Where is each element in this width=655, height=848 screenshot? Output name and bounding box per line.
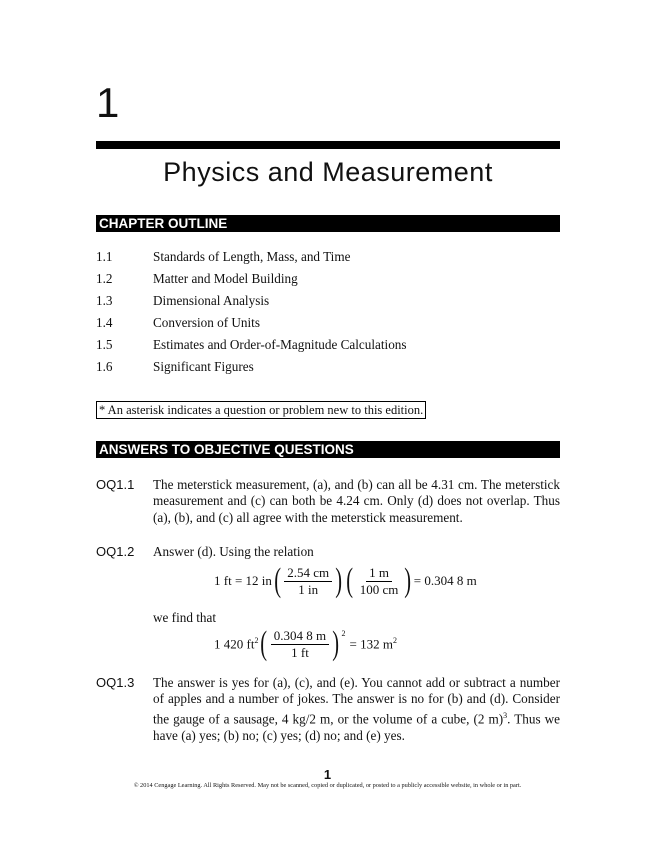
equation-lhs: 1 ft = 12 in xyxy=(214,573,272,588)
fraction-denominator: 100 cm xyxy=(359,581,399,597)
chapter-title: Physics and Measurement xyxy=(163,157,493,187)
outline-item xyxy=(96,249,560,271)
objective-answers-heading: ANSWERS TO OBJECTIVE QUESTIONS xyxy=(96,441,560,458)
copyright-notice: © 2014 Cengage Learning. All Rights Reserved. May not be scanned, copied or duplicated, or posted to a publicly accessible website, in whole or in part. xyxy=(133,782,522,789)
answer-oq1-1 xyxy=(96,477,560,526)
unit-conversion-equation: 1 ft = 12 in ( $\frac{2.54 cm}{1 in}$ ) ( $\frac{1 m}{100 cm}$ ) = 0.304 8 m xyxy=(214,562,477,599)
equation-rhs: = 0.304 8 m xyxy=(413,573,477,588)
question-label: OQ1.1 xyxy=(96,477,135,492)
area-conversion-equation: 1 420 $ft^2$ ( $\frac{0.304 8 m}{1 ft}$ ) $^2$ = 132 $m^2$ xyxy=(214,625,397,662)
answer-text: The meterstick measurement, (a), and (b) can all be 4.31 cm. The meterstick measurement and (c) can both be 4.24 cm. Only (d) does not overlap. Thus (a), (b), and (c) all agree with the meterstick measurement. xyxy=(153,477,560,525)
answer-text: The answer is yes for (a), (c), and (e). You cannot add or subtract a number of apples and a number of jokes. The answer is no for (b) and (d). Consider the gauge of a sausage, 4 kg/2 m, or the volume of a cube, (2 m)$^3$. Thus we have (a) yes; (b) no; (c) yes; (d) no; and (e) yes. xyxy=(153,675,560,743)
conversion-factor xyxy=(271,629,329,660)
question-label: OQ1.3 xyxy=(96,675,135,690)
outline-item xyxy=(96,271,560,293)
outline-item-text: Conversion of Units xyxy=(153,315,260,330)
answer-oq1-2-continued xyxy=(96,610,560,626)
outline-item-text: Standards of Length, Mass, and Time xyxy=(153,249,351,264)
fraction-denominator: 1 in xyxy=(298,581,319,597)
answer-mid-text: we find that xyxy=(153,610,216,625)
conversion-factor xyxy=(284,566,332,597)
answer-oq1-2 xyxy=(96,544,560,560)
outline-item-text: Dimensional Analysis xyxy=(153,293,270,308)
outline-item-number: 1.5 xyxy=(96,337,113,352)
chapter-outline-list xyxy=(96,249,560,381)
page-number: 1 xyxy=(323,767,332,782)
answer-oq1-3 xyxy=(96,675,560,744)
conversion-factor xyxy=(357,566,402,597)
outline-item-number: 1.4 xyxy=(96,315,113,330)
question-label: OQ1.2 xyxy=(96,544,135,559)
outline-item xyxy=(96,315,560,337)
outline-item-number: 1.1 xyxy=(96,249,113,264)
chapter-outline-heading: CHAPTER OUTLINE xyxy=(96,215,560,232)
outline-item-number: 1.3 xyxy=(96,293,113,308)
title-rule xyxy=(96,141,560,149)
answer-intro: Answer (d). Using the relation xyxy=(153,544,314,559)
chapter-number: 1 xyxy=(96,79,120,126)
outline-item-text: Estimates and Order-of-Magnitude Calculations xyxy=(153,337,407,352)
outline-item-number: 1.2 xyxy=(96,271,113,286)
outline-item xyxy=(96,293,560,315)
outline-item-number: 1.6 xyxy=(96,359,113,374)
exponent: 2 xyxy=(341,629,346,638)
outline-item-text: Matter and Model Building xyxy=(153,271,298,286)
asterisk-note: * An asterisk indicates a question or problem new to this edition. xyxy=(96,401,426,419)
fraction-denominator: 1 ft xyxy=(291,644,309,660)
outline-item xyxy=(96,359,560,381)
equation-lhs: 1 420 $ft^2$ xyxy=(214,635,259,652)
fraction-numerator: 2.54 cm xyxy=(284,566,332,582)
fraction-numerator: 1 m xyxy=(366,566,392,582)
equation-rhs: = 132 $m^2$ xyxy=(349,635,397,652)
fraction-numerator: 0.304 8 m xyxy=(271,629,329,645)
outline-item xyxy=(96,337,560,359)
outline-item-text: Significant Figures xyxy=(153,359,254,374)
